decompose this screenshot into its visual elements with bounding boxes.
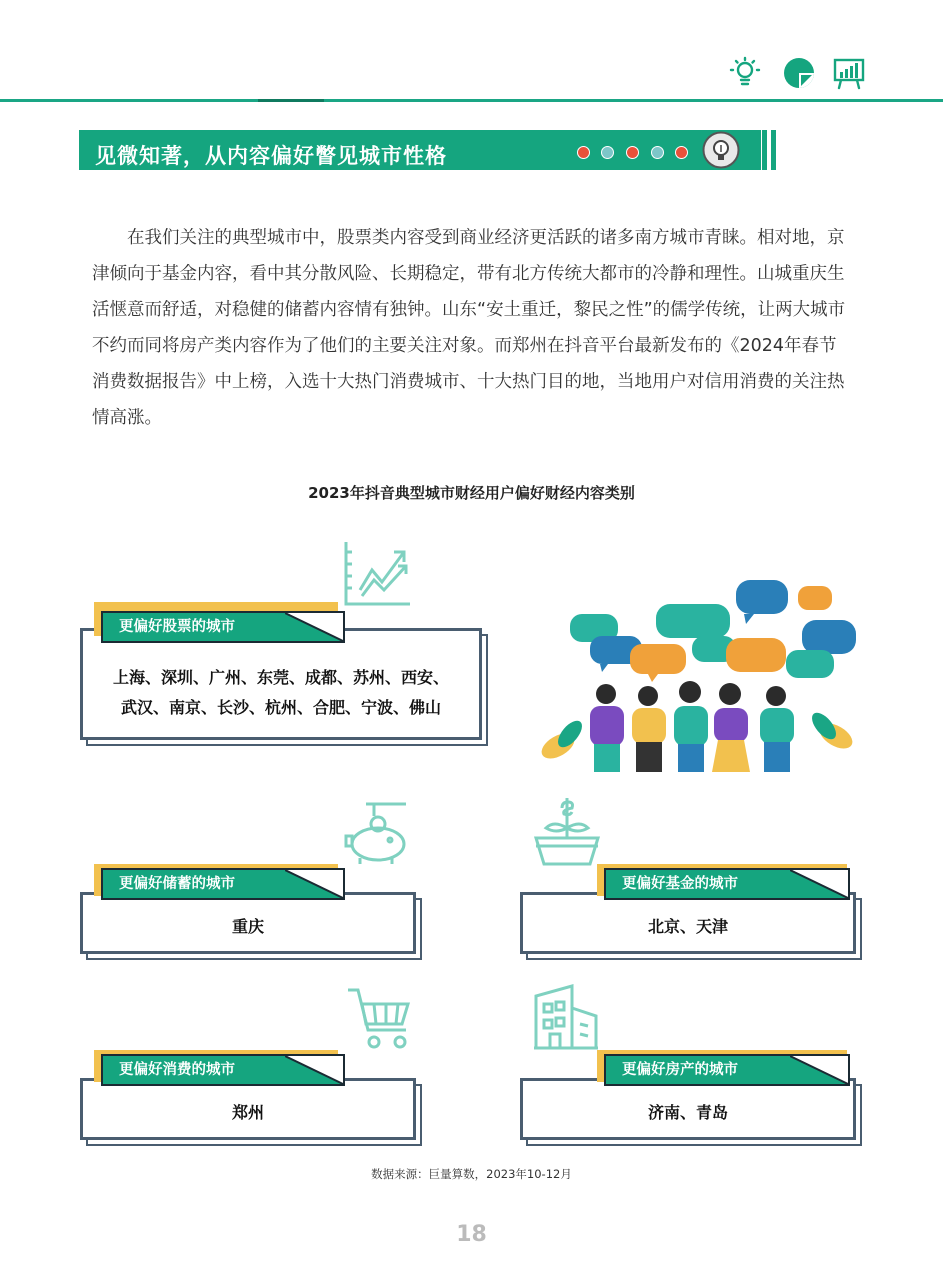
piggy-bank-icon — [344, 800, 412, 866]
header-rule — [0, 99, 943, 102]
banner-dot — [601, 146, 614, 159]
tag-corner — [285, 611, 345, 643]
consumption-cities: 郑州 — [231, 1103, 264, 1122]
stock-cities-line2: 武汉、南京、长沙、杭州、合肥、宁波、佛山 — [120, 698, 441, 717]
fund-cities: 北京、天津 — [647, 917, 728, 936]
property-tag-label: 更偏好房产的城市 — [622, 1062, 738, 1078]
page-number: 18 — [456, 1222, 487, 1247]
people-chatting-illustration — [540, 576, 856, 774]
money-plant-icon — [532, 798, 602, 866]
intro-paragraph: 在我们关注的典型城市中，股票类内容受到商业经济更活跃的诸多南方城市青睐。相对地，京津倾向于基金内容，看中其分散风险、长期稳定，带有北方传统大都市的冷静和理性。山城重庆生活惬意而舒适，对稳健的储蓄内容情有独钟。山东“安土重迁，黎民之性”的儒学传统，让两大城市不约而同将房产类内容作为了他们的主要关注对象。而郑州在抖音平台最新发布的《2024年春节消费数据报告》中上榜，入选十大热门消费城市、十大热门目的地，当地用户对信用消费的关注热情高涨。 — [92, 228, 846, 428]
stock-cities-line1: 上海、深圳、广州、东莞、成都、苏州、西安、 — [112, 668, 449, 687]
consumption-tag-label: 更偏好消费的城市 — [119, 1062, 235, 1078]
building-icon — [532, 984, 600, 1050]
shopping-cart-icon — [346, 986, 412, 1050]
banner-dot — [577, 146, 590, 159]
figure-title: 2023年抖音典型城市财经用户偏好财经内容类别 — [308, 484, 635, 502]
section-title: 见微知著，从内容偏好瞥见城市性格 — [95, 144, 447, 168]
savings-tag-label: 更偏好储蓄的城市 — [119, 876, 235, 892]
banner-end-bar — [762, 130, 767, 170]
property-cities: 济南、青岛 — [647, 1103, 728, 1122]
tag-corner — [285, 1054, 345, 1086]
lightbulb-icon — [728, 56, 762, 90]
banner-dot — [626, 146, 639, 159]
data-source: 数据来源：巨量算数，2023年10-12月 — [371, 1167, 572, 1181]
pie-chart-icon — [782, 56, 816, 90]
stock-tag-label: 更偏好股票的城市 — [119, 619, 235, 635]
banner-end-bar — [771, 130, 776, 170]
tag-corner — [790, 1054, 850, 1086]
banner-dot — [651, 146, 664, 159]
banner-bulb-icon — [702, 131, 740, 169]
savings-cities: 重庆 — [231, 917, 264, 936]
fund-tag-label: 更偏好基金的城市 — [622, 876, 738, 892]
tag-corner — [285, 868, 345, 900]
tag-corner — [790, 868, 850, 900]
presentation-chart-icon — [832, 56, 866, 90]
stock-growth-icon — [342, 540, 412, 608]
banner-dot — [675, 146, 688, 159]
header-rule-accent — [258, 99, 324, 102]
